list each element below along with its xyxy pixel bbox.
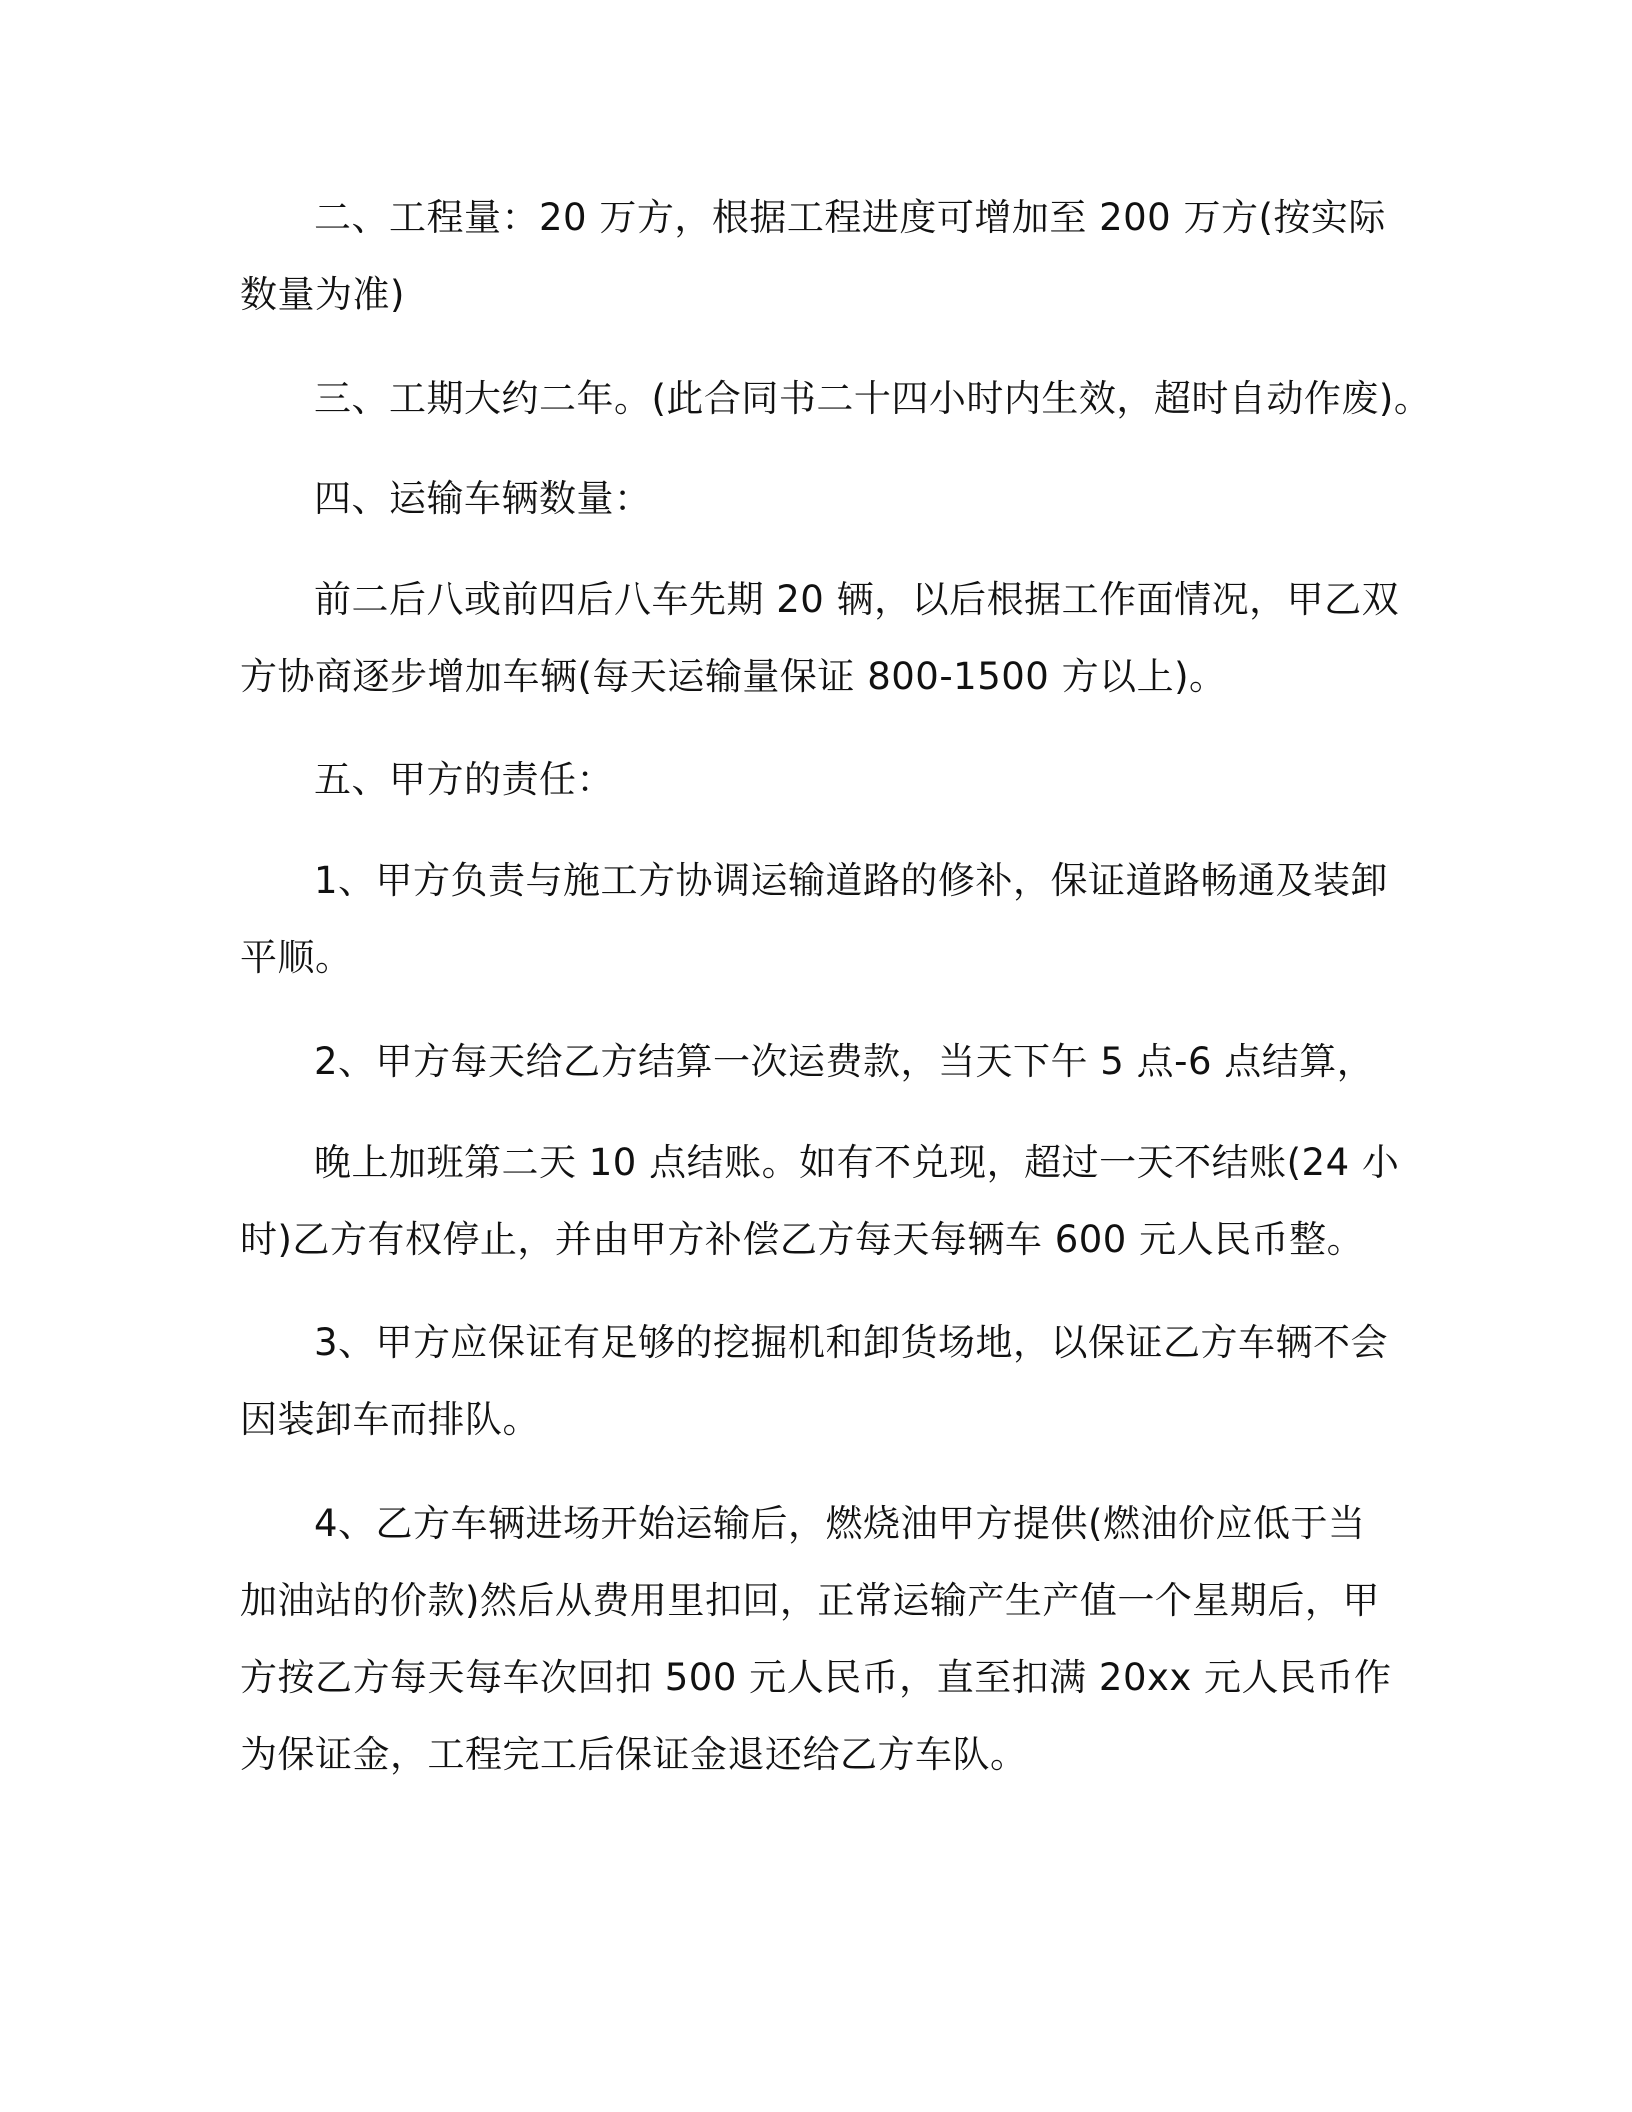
item-4-line-1: 4、乙方车辆进场开始运输后，燃烧油甲方提供(燃油价应低于当	[314, 1502, 1366, 1545]
item-4-line-2: 加油站的价款)然后从费用里扣回，正常运输产生产值一个星期后，甲	[240, 1579, 1380, 1622]
item-3-line-1: 3、甲方应保证有足够的挖掘机和卸货场地，以保证乙方车辆不会	[314, 1321, 1389, 1364]
item-4-line-4: 为保证金，工程完工后保证金退还给乙方车队。	[240, 1733, 1028, 1776]
clause-5-heading: 五、甲方的责任：	[314, 758, 614, 801]
item-1-line-1: 1、甲方负责与施工方协调运输道路的修补，保证道路畅通及装卸	[314, 859, 1389, 902]
clause-4-line-1: 前二后八或前四后八车先期 20 辆，以后根据工作面情况，甲乙双	[314, 578, 1400, 621]
clause-4-heading: 四、运输车辆数量：	[314, 477, 652, 520]
item-3-line-2: 因装卸车而排队。	[240, 1398, 540, 1441]
clause-4-line-2: 方协商逐步增加车辆(每天运输量保证 800-1500 方以上)。	[240, 655, 1227, 698]
item-4-line-3: 方按乙方每天每车次回扣 500 元人民币，直至扣满 20xx 元人民币作	[240, 1656, 1392, 1699]
clause-2-line-2: 数量为准)	[240, 273, 405, 316]
item-1-line-2: 平顺。	[240, 936, 353, 979]
item-2-line-2: 晚上加班第二天 10 点结账。如有不兑现，超过一天不结账(24 小	[314, 1141, 1400, 1184]
clause-3-line-1: 三、工期大约二年。(此合同书二十四小时内生效，超时自动作废)。	[314, 377, 1432, 420]
item-2-line-1: 2、甲方每天给乙方结算一次运费款，当天下午 5 点-6 点结算，	[314, 1040, 1375, 1083]
clause-2-line-1: 二、工程量：20 万方，根据工程进度可增加至 200 万方(按实际	[314, 196, 1386, 239]
item-2-line-3: 时)乙方有权停止，并由甲方补偿乙方每天每辆车 600 元人民币整。	[240, 1218, 1365, 1261]
